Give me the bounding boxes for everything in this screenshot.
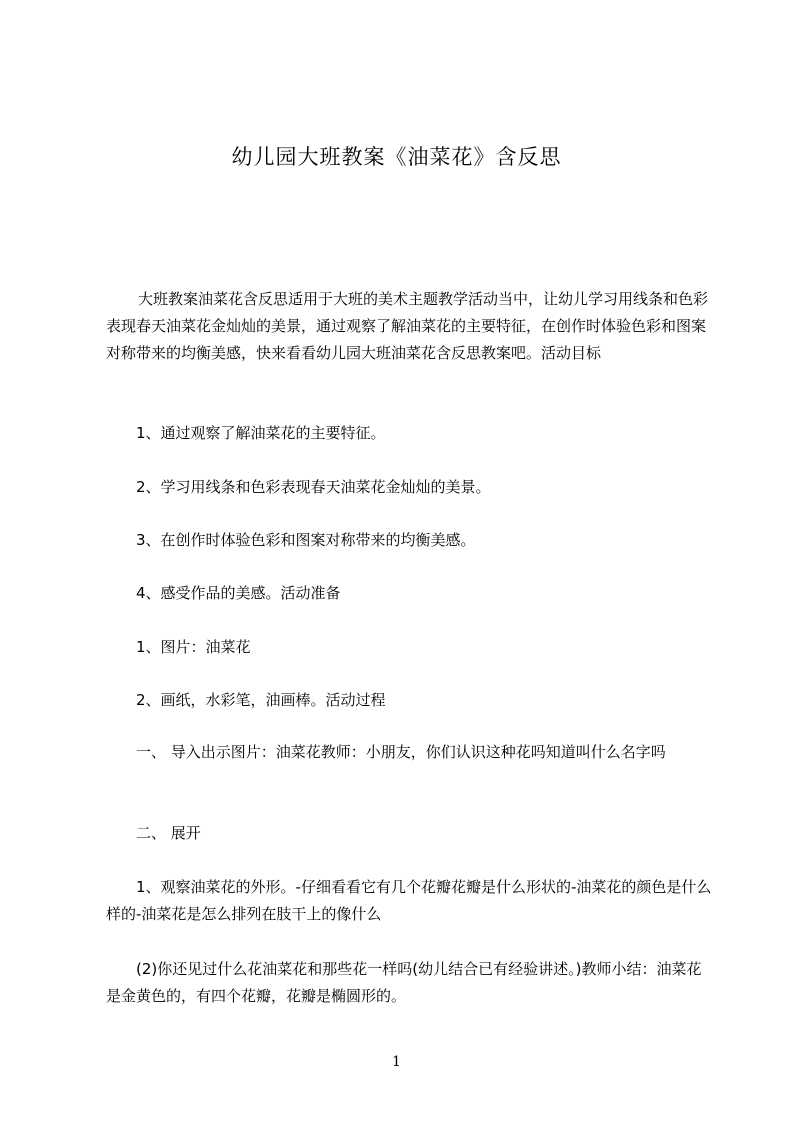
step-two-heading: 二、 展开 [136,824,201,842]
prep-item-1: 1、图片：油菜花 [136,638,251,656]
intro-paragraph: 大班教案油菜花含反思适用于大班的美术主题教学活动当中，让幼儿学习用线条和色彩表现春天油菜花金灿灿的美景，通过观察了解油菜花的主要特征，在创作时体验色彩和图案对称带来的均衡美感，快来看看幼儿园大班油菜花含反思教案吧。活动目标 [106,290,709,362]
page-number: 1 [392,1054,401,1070]
goal-item-3: 3、在创作时体验色彩和图案对称带来的均衡美感。 [136,531,476,549]
observe-paragraph-2: (2)你还见过什么花油菜花和那些花一样吗(幼儿结合已有经验讲述。)教师小结：油菜花是金黄色的，有四个花瓣，花瓣是椭圆形的。 [106,960,702,1005]
observe-paragraph-1: 1、观察油菜花的外形。-仔细看看它有几个花瓣花瓣是什么形状的-油菜花的颜色是什么样的-油菜花是怎么排列在肢干上的像什么 [106,878,712,923]
step-one-paragraph: 一、 导入出示图片：油菜花教师：小朋友，你们认识这种花吗知道叫什么名字吗 [136,743,666,761]
goal-item-4: 4、感受作品的美感。活动准备 [136,584,341,602]
page-title: 幼儿园大班教案《油菜花》含反思 [231,145,562,169]
goal-item-2: 2、学习用线条和色彩表现春天油菜花金灿灿的美景。 [136,478,491,496]
goal-item-1: 1、通过观察了解油菜花的主要特征。 [136,424,386,442]
prep-item-2: 2、画纸，水彩笔，油画棒。活动过程 [136,691,386,709]
